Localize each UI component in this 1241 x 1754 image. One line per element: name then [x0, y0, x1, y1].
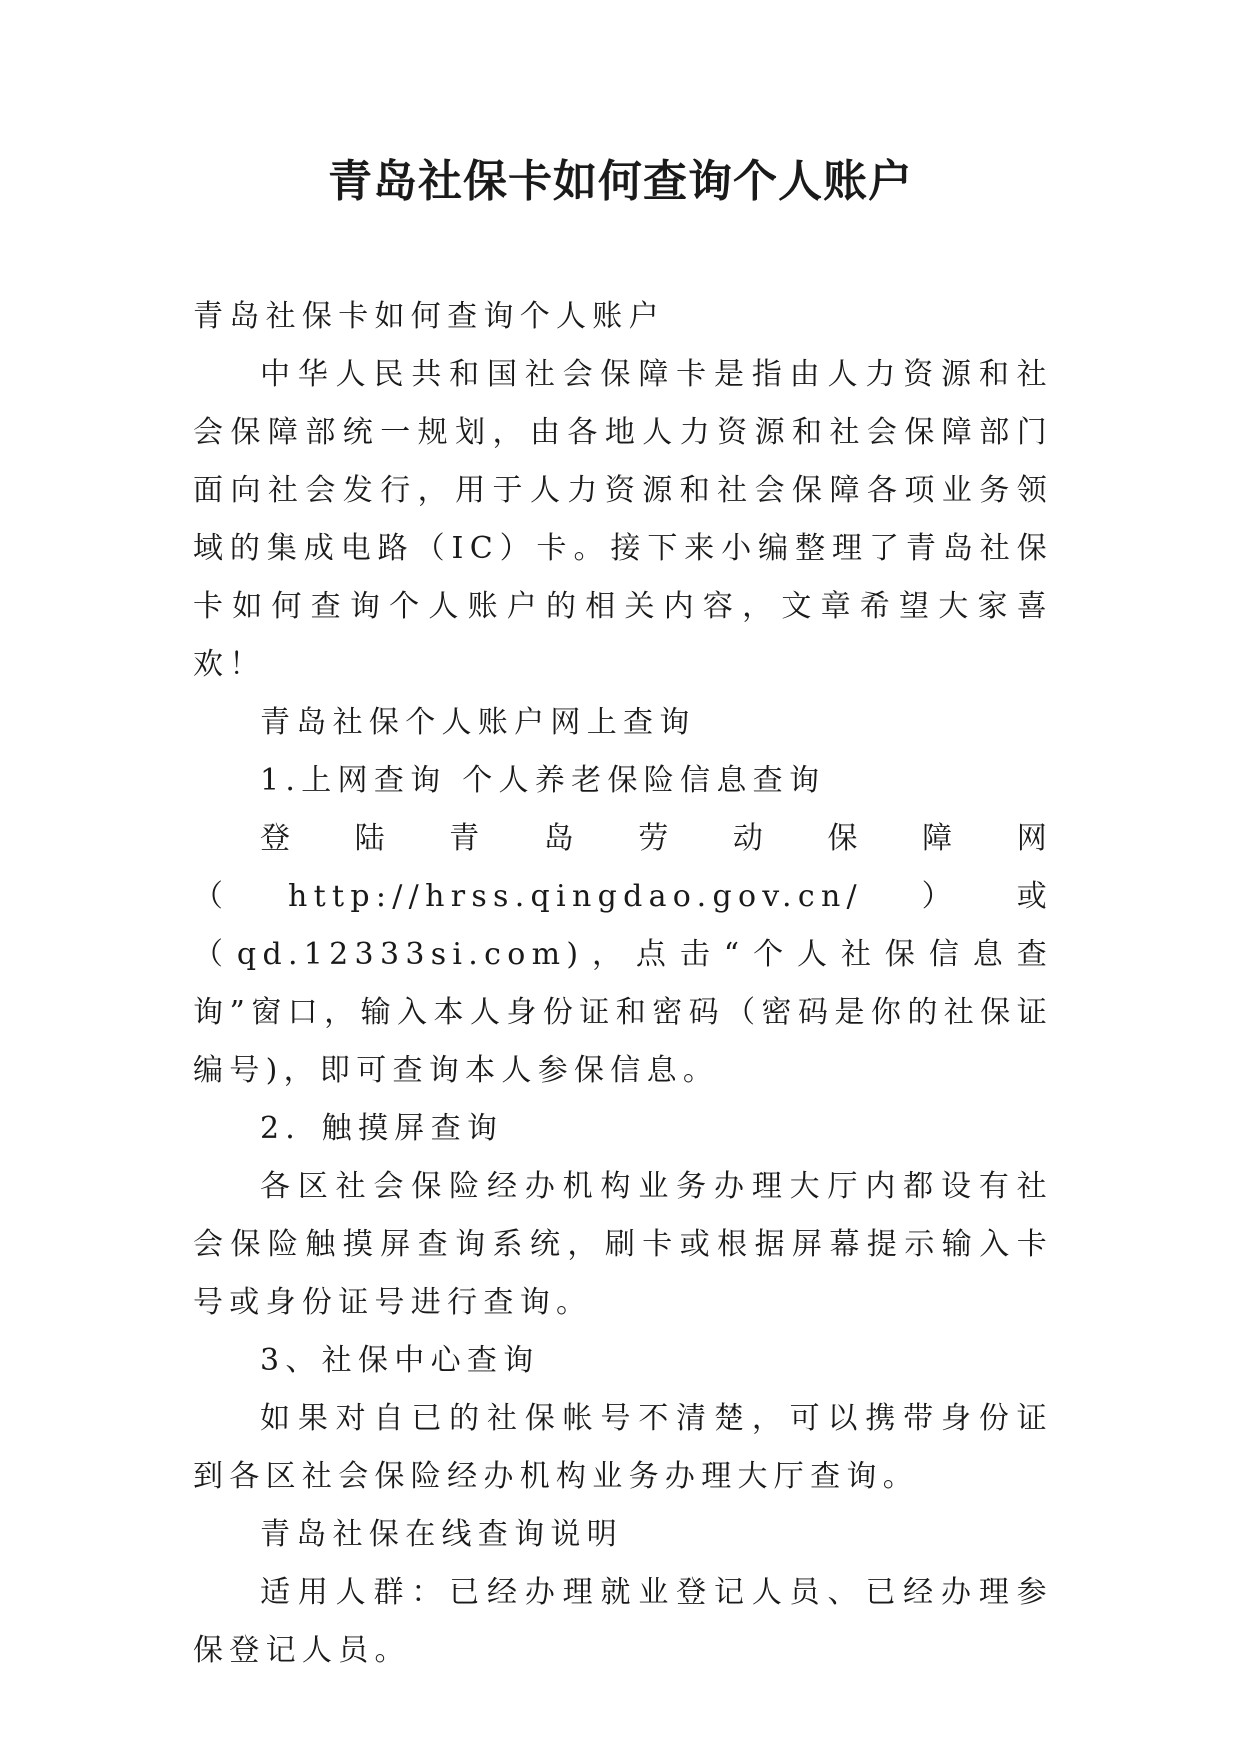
document-body — [193, 288, 1053, 1680]
step-heading-center: 3、社保中心查询 — [260, 1343, 540, 1378]
paragraph-center: 如果对自已的社保帐号不清楚，可以携带身份证到各区社会保险经办机构业务办理大厅查询。 — [193, 1401, 1053, 1494]
paragraph-touchscreen: 各区社会保险经办机构业务办理大厅内都设有社会保险触摸屏查询系统，刷卡或根据屏幕提示输入卡号或身份证号进行查询。 — [193, 1169, 1053, 1320]
step-heading-web: 1.上网查询 个人养老保险信息查询 — [260, 763, 826, 798]
paragraph-subtitle: 青岛社保卡如何查询个人账户 — [193, 299, 665, 334]
page-title: 青岛社保卡如何查询个人账户 — [328, 156, 913, 207]
section-heading-online: 青岛社保个人账户网上查询 — [260, 705, 696, 740]
step-heading-touchscreen: 2．触摸屏查询 — [260, 1111, 504, 1146]
paragraph-intro: 中华人民共和国社会保障卡是指由人力资源和社会保障部统一规划，由各地人力资源和社会保障部门面向社会发行，用于人力资源和社会保障各项业务领域的集成电路（IC）卡。接下来小编整理了青岛社保卡如何查询个人账户的相关内容，文章希望大家喜欢！ — [193, 357, 1053, 682]
paragraph-applicable-people: 适用人群：已经办理就业登记人员、已经办理参保登记人员。 — [193, 1575, 1053, 1668]
paragraph-web-query: 登陆青岛劳动保障网（http://hrss.qingdao.gov.cn/）或（qd.12333si.com)，点击“个人社保信息查询”窗口，输入本人身份证和密码（密码是你的社保证编号)，即可查询本人参保信息。 — [193, 821, 1053, 1088]
section-heading-instructions: 青岛社保在线查询说明 — [260, 1517, 623, 1552]
